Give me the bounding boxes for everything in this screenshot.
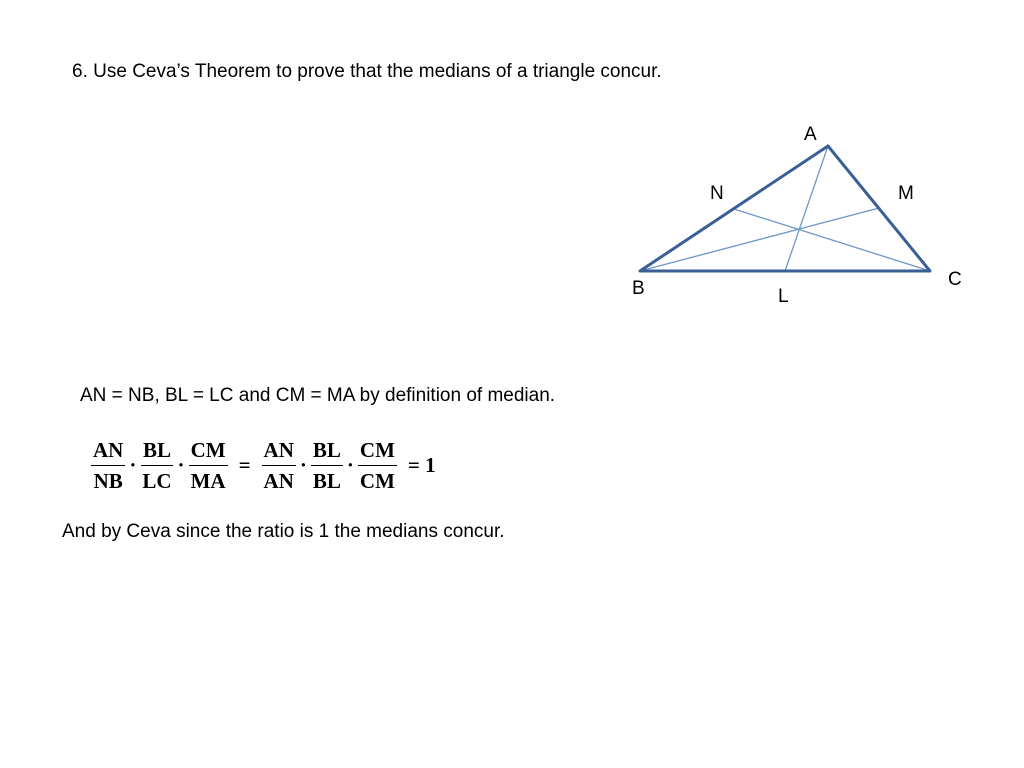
- fraction-bl-lc: [137, 438, 176, 493]
- numerator: CM: [189, 438, 228, 466]
- equals-one: = 1: [407, 453, 436, 477]
- midpoint-label-m: M: [898, 183, 914, 204]
- median-a-l: [785, 146, 828, 271]
- vertex-label-b: B: [632, 278, 645, 299]
- denominator: LC: [142, 469, 172, 493]
- denominator: MA: [190, 469, 226, 493]
- vertex-label-a: A: [804, 124, 817, 145]
- numerator: AN: [91, 438, 125, 466]
- multiply-dot: ·: [346, 453, 354, 477]
- equals-sign: =: [238, 453, 251, 477]
- fraction-bl-bl: [308, 438, 346, 493]
- multiply-dot: ·: [299, 453, 307, 477]
- multiply-dot: ·: [129, 453, 137, 477]
- midpoint-label-l: L: [778, 286, 789, 307]
- denominator: CM: [359, 469, 395, 493]
- multiply-dot: ·: [177, 453, 185, 477]
- numerator: BL: [141, 438, 173, 466]
- fraction-cm-ma: [186, 438, 231, 493]
- denominator: BL: [312, 469, 341, 493]
- denominator: AN: [263, 469, 294, 493]
- numerator: BL: [311, 438, 343, 466]
- fraction-an-an: [259, 438, 299, 493]
- numerator: AN: [262, 438, 296, 466]
- fraction-an-nb: [88, 438, 128, 493]
- triangle-abc: [640, 146, 930, 271]
- midpoint-label-n: N: [710, 183, 724, 204]
- denominator: NB: [93, 469, 123, 493]
- conclusion-line: And by Ceva since the ratio is 1 the medians concur.: [62, 521, 505, 542]
- problem-statement: 6. Use Ceva’s Theorem to prove that the medians of a triangle concur.: [72, 61, 662, 82]
- fraction-cm-cm: [355, 438, 400, 493]
- median-c-n: [734, 209, 930, 271]
- vertex-label-c: C: [948, 269, 962, 290]
- numerator: CM: [358, 438, 397, 466]
- definition-line: AN = NB, BL = LC and CM = MA by definition of median.: [80, 385, 556, 406]
- ceva-equation: [88, 438, 444, 493]
